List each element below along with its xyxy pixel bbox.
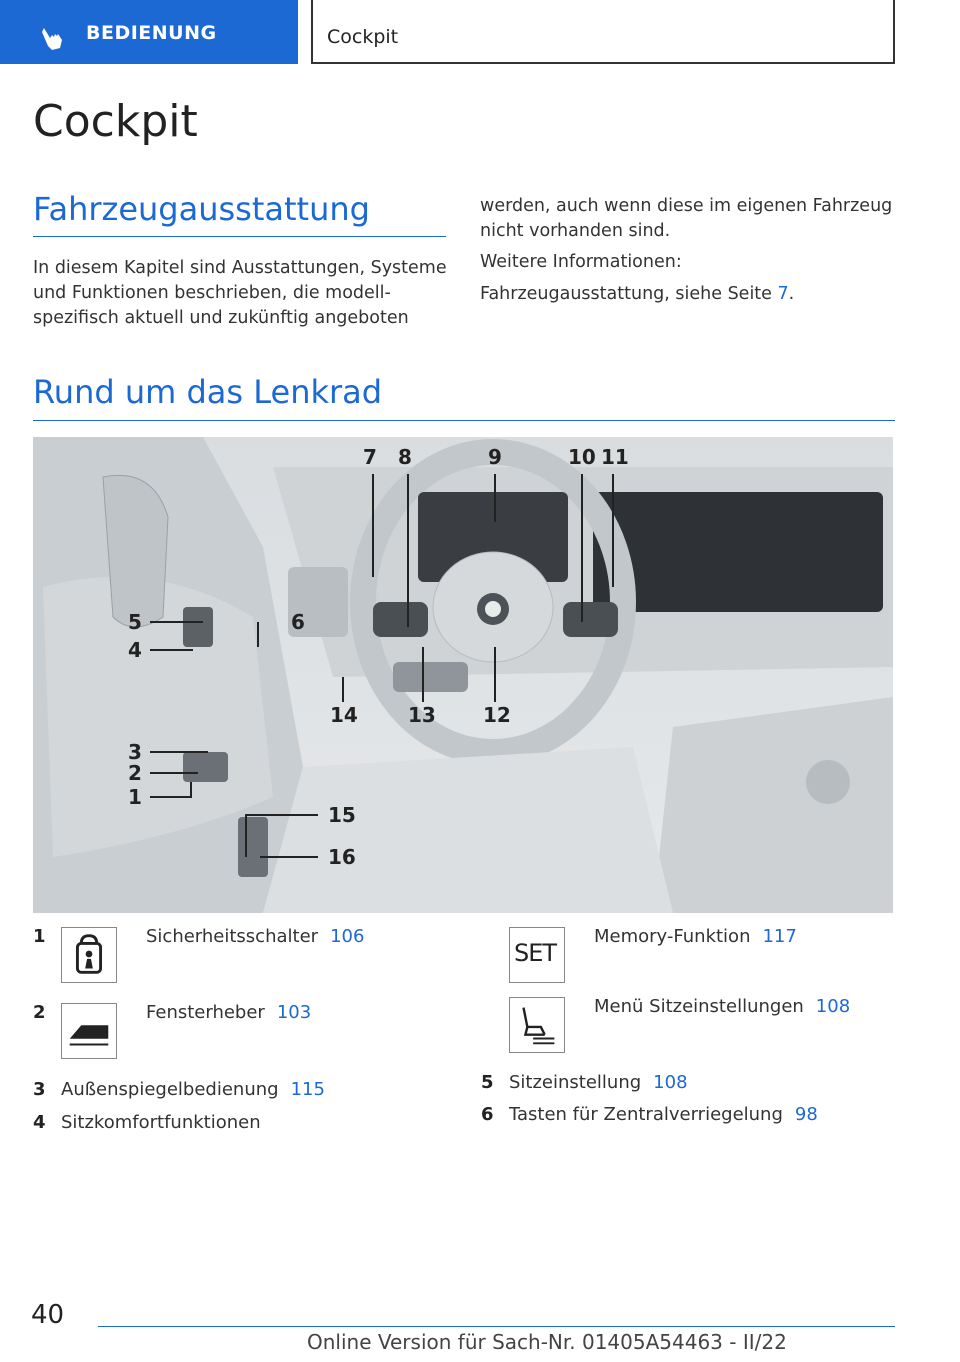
page-number: 40: [31, 1300, 65, 1330]
page-link-98[interactable]: 98: [794, 1104, 818, 1125]
intro-paragraph: In diesem Kapitel sind Ausstattungen, Systeme und Funktionen beschrieben, die modellspezifisch aktuell und zukünftig angeboten: [33, 258, 447, 328]
chapter-label: Cockpit: [327, 26, 399, 48]
page-link-117[interactable]: 117: [762, 926, 797, 947]
callout-15: 15: [328, 803, 356, 827]
callout-6: 6: [291, 610, 305, 634]
legend-item-memory: Memory-Funktion 117: [594, 926, 797, 947]
callout-13: 13: [408, 703, 436, 727]
section-label: BEDIENUNG: [86, 22, 217, 44]
seat-menu-icon: [509, 997, 565, 1053]
callout-14: 14: [330, 703, 358, 727]
legend-num-2: 2: [33, 1002, 46, 1023]
heading-fahrzeugausstattung: Fahrzeugausstattung: [33, 190, 370, 228]
callout-10: 10: [568, 445, 596, 469]
more-info-label: Weitere Informationen:: [480, 252, 682, 272]
page-link-103[interactable]: 103: [276, 1002, 312, 1023]
reference-text: Fahrzeugausstattung, siehe Seite: [480, 284, 772, 304]
reference-end: .: [788, 284, 795, 304]
callout-16: 16: [328, 845, 356, 869]
footer-rule: [98, 1326, 895, 1327]
legend-num-4: 4: [33, 1112, 46, 1133]
legend-item-seat-menu: Menü Sitzeinstellungen 108: [594, 996, 851, 1017]
pointing-hand-icon: [40, 26, 64, 52]
callout-9: 9: [488, 445, 502, 469]
page-link-108b[interactable]: 108: [653, 1072, 688, 1093]
page-link-106[interactable]: 106: [330, 926, 365, 947]
callout-1: 1: [128, 785, 142, 809]
callout-11: 11: [601, 445, 629, 469]
online-version-note: Online Version für Sach-Nr. 01405A54463 - II/22: [307, 1330, 787, 1354]
heading-rule: [33, 420, 895, 421]
legend-item-3: Außenspiegelbedienung 115: [61, 1079, 325, 1100]
section-tab: [0, 0, 298, 64]
callout-5: 5: [128, 610, 142, 634]
child-lock-icon: [61, 927, 117, 983]
heading-lenkrad: Rund um das Lenkrad: [33, 373, 383, 411]
legend-num-5: 5: [481, 1072, 494, 1093]
legend-num-6: 6: [481, 1104, 494, 1125]
reference-page-link[interactable]: 7: [777, 284, 789, 304]
callout-8: 8: [398, 445, 412, 469]
callout-12: 12: [483, 703, 511, 727]
legend-item-6: Tasten für Zentralverriegelung 98: [509, 1104, 818, 1125]
page-link-108[interactable]: 108: [815, 996, 851, 1017]
legend-num-3: 3: [33, 1079, 46, 1100]
legend-item-2: Fensterheber 103: [146, 1002, 312, 1023]
legend-item-5: Sitzeinstellung 108: [509, 1072, 688, 1093]
intro-paragraph-cont: werden, auch wenn diese im eigenen Fahrzeug nicht vorhanden sind.: [480, 196, 893, 241]
callout-4: 4: [128, 638, 142, 662]
legend-num-1: 1: [33, 926, 46, 947]
callout-2: 2: [128, 761, 142, 785]
window-lift-icon: [61, 1003, 117, 1059]
page-link-115[interactable]: 115: [290, 1079, 325, 1100]
legend-item-1: Sicherheitsschalter 106: [146, 926, 365, 947]
cockpit-illustration: [33, 437, 893, 913]
reference-line: [480, 282, 900, 307]
legend-item-4: Sitzkomfortfunktionen: [61, 1112, 261, 1133]
heading-rule: [33, 236, 446, 237]
callout-3: 3: [128, 740, 142, 764]
set-icon: SET: [509, 927, 565, 983]
callout-7: 7: [363, 445, 377, 469]
page-title: Cockpit: [33, 96, 198, 147]
chapter-box: [311, 0, 895, 64]
